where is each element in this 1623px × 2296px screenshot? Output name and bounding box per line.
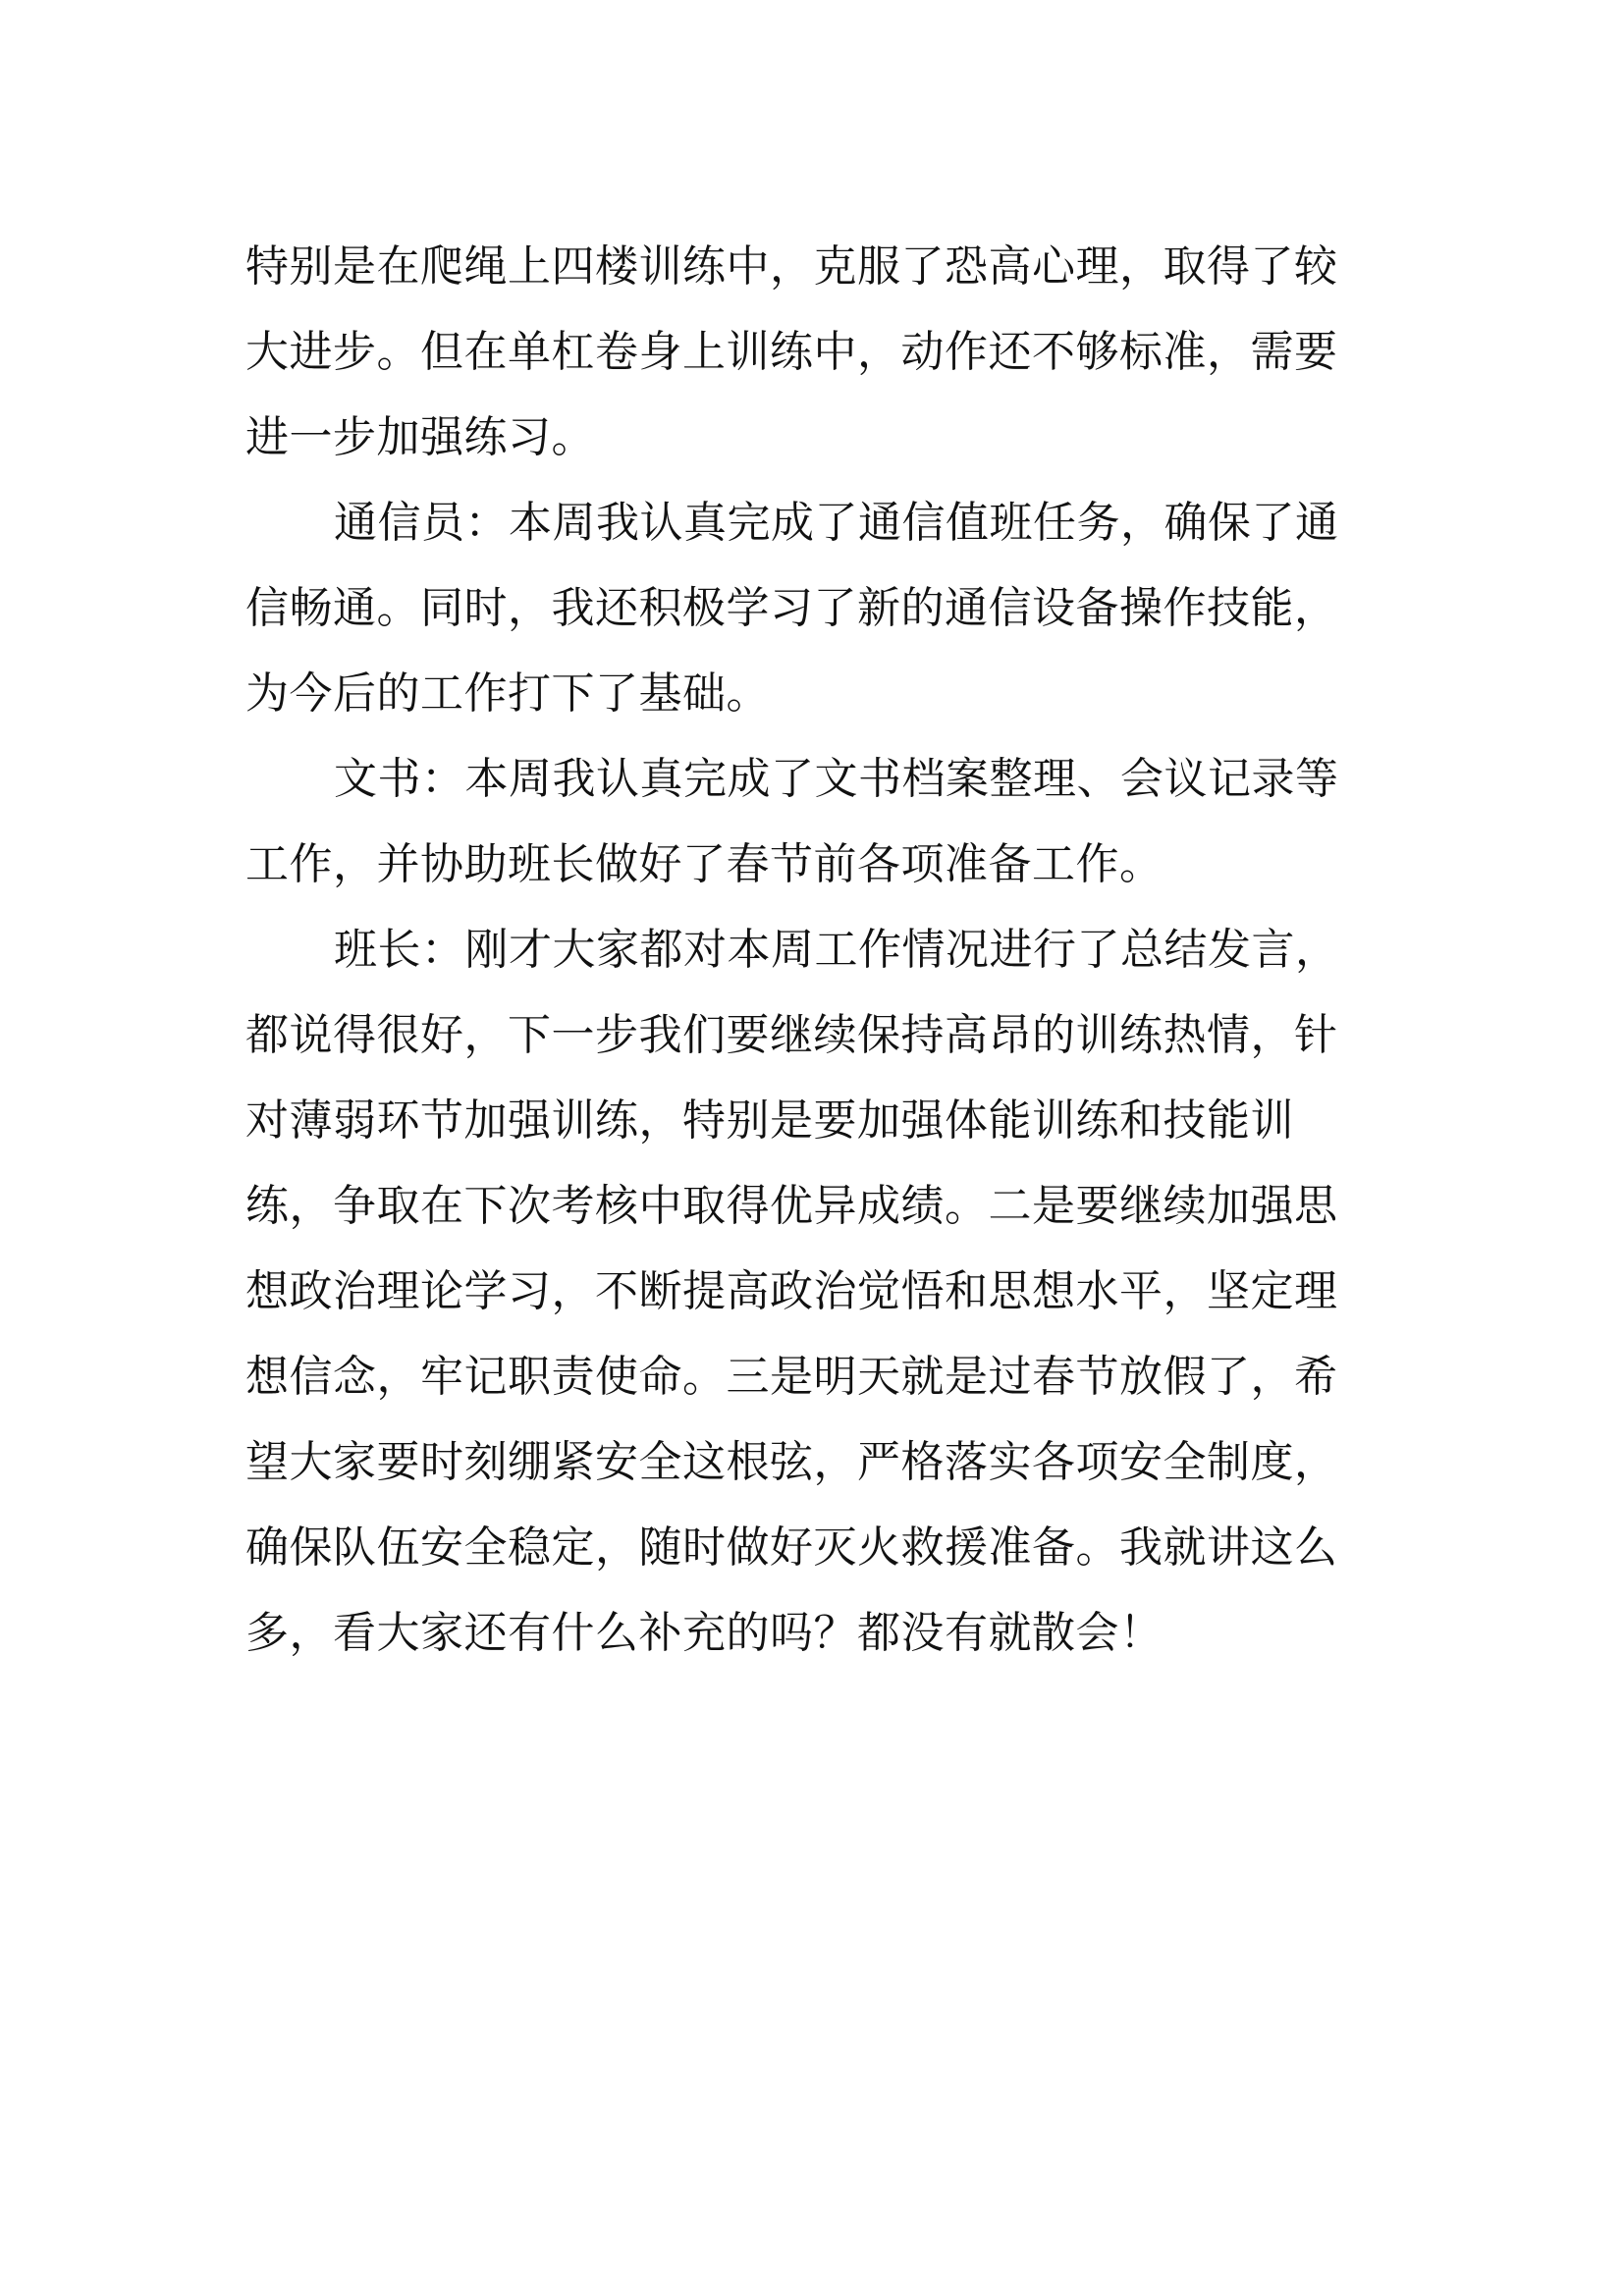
text-line: 为今后的工作打下了基础。 [245, 668, 770, 719]
text-line: 多，看大家还有什么补充的吗？都没有就散会！ [245, 1608, 1163, 1658]
paragraph-start-line: 文书：本周我认真完成了文书档案整理、会议记录等 [334, 754, 1339, 804]
text-line: 确保队伍安全稳定，随时做好灭火救援准备。我就讲这么 [245, 1522, 1338, 1573]
text-line: 想信念，牢记职责使命。三是明天就是过春节放假了，希 [245, 1352, 1338, 1402]
text-line: 工作，并协助班长做好了春节前各项准备工作。 [245, 839, 1163, 889]
text-line: 望大家要时刻绷紧安全这根弦，严格落实各项安全制度， [245, 1437, 1338, 1487]
document-body [245, 224, 1345, 1676]
paragraph-start-line: 通信员：本周我认真完成了通信值班任务，确保了通 [334, 498, 1339, 548]
text-line: 特别是在爬绳上四楼训练中，克服了恐高心理，取得了较 [245, 241, 1338, 292]
text-line: 想政治理论学习，不断提高政治觉悟和思想水平，坚定理 [245, 1266, 1338, 1316]
text-line: 都说得很好，下一步我们要继续保持高昂的训练热情，针 [245, 1010, 1338, 1060]
text-line: 信畅通。同时，我还积极学习了新的通信设备操作技能， [245, 583, 1338, 633]
text-line: 对薄弱环节加强训练，特别是要加强体能训练和技能训 [245, 1095, 1294, 1146]
paragraph-start-line: 班长：刚才大家都对本周工作情况进行了总结发言， [334, 925, 1339, 975]
text-line: 练，争取在下次考核中取得优异成绩。二是要继续加强思 [245, 1181, 1338, 1231]
text-line: 大进步。但在单杠卷身上训练中，动作还不够标准，需要 [245, 327, 1338, 377]
text-line: 进一步加强练习。 [245, 412, 595, 462]
